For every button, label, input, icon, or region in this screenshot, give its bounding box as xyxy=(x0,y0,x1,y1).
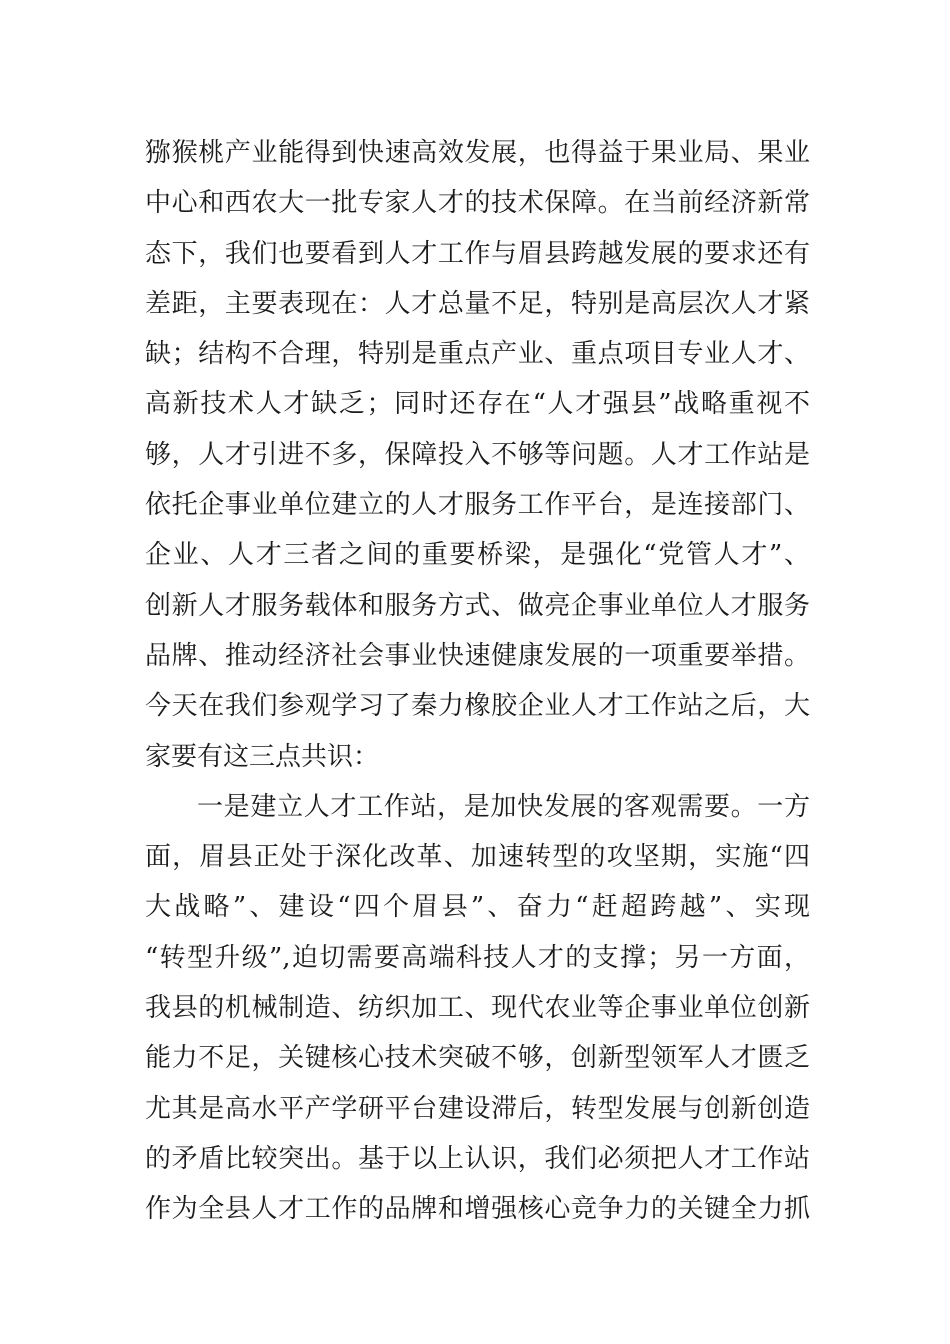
text-line: 中心和西农大一批专家人才的技术保障。在当前经济新常 xyxy=(145,188,810,219)
text-line: 够，人才引进不多，保障投入不够等问题。人才工作站是 xyxy=(145,439,810,470)
text-line: 面，眉县正处于深化改革、加速转型的攻坚期，实施“四 xyxy=(145,842,810,873)
text-line: 创新人才服务载体和服务方式、做亮企事业单位人才服务 xyxy=(145,590,810,621)
text-line: “转型升级”,迫切需要高端科技人才的支撑；另一方面， xyxy=(145,942,810,973)
text-line: 今天在我们参观学习了秦力橡胶企业人才工作站之后，大 xyxy=(145,691,810,722)
text-line: 差距，主要表现在：人才总量不足，特别是高层次人才紧 xyxy=(145,288,810,319)
body-text xyxy=(145,128,810,1235)
text-line: 家要有这三点共识： xyxy=(145,741,380,772)
text-line: 猕猴桃产业能得到快速高效发展，也得益于果业局、果业 xyxy=(145,138,810,168)
text-line: 缺；结构不合理，特别是重点产业、重点项目专业人才、 xyxy=(145,339,810,370)
text-line: 的矛盾比较突出。基于以上认识，我们必须把人才工作站 xyxy=(145,1143,810,1174)
text-line: 大战略”、建设“四个眉县”、奋力“赶超跨越”、实现 xyxy=(145,892,810,923)
paragraph-first-line: 一是建立人才工作站，是加快发展的客观需要。一方 xyxy=(197,791,810,822)
text-line: 尤其是高水平产学研平台建设滞后，转型发展与创新创造 xyxy=(145,1093,810,1124)
text-line: 企业、人才三者之间的重要桥梁，是强化“党管人才”、 xyxy=(145,540,810,571)
text-line: 能力不足，关键核心技术突破不够，创新型领军人才匮乏 xyxy=(145,1043,810,1074)
text-line: 态下，我们也要看到人才工作与眉县跨越发展的要求还有 xyxy=(145,238,810,269)
text-line: 高新技术人才缺乏；同时还存在“人才强县”战略重视不 xyxy=(145,389,810,420)
text-line: 我县的机械制造、纺织加工、现代农业等企事业单位创新 xyxy=(145,993,810,1024)
text-line: 作为全县人才工作的品牌和增强核心竞争力的关键全力抓 xyxy=(145,1194,810,1225)
text-line: 依托企事业单位建立的人才服务工作平台，是连接部门、 xyxy=(145,490,810,521)
text-line: 品牌、推动经济社会事业快速健康发展的一项重要举措。 xyxy=(145,640,810,671)
